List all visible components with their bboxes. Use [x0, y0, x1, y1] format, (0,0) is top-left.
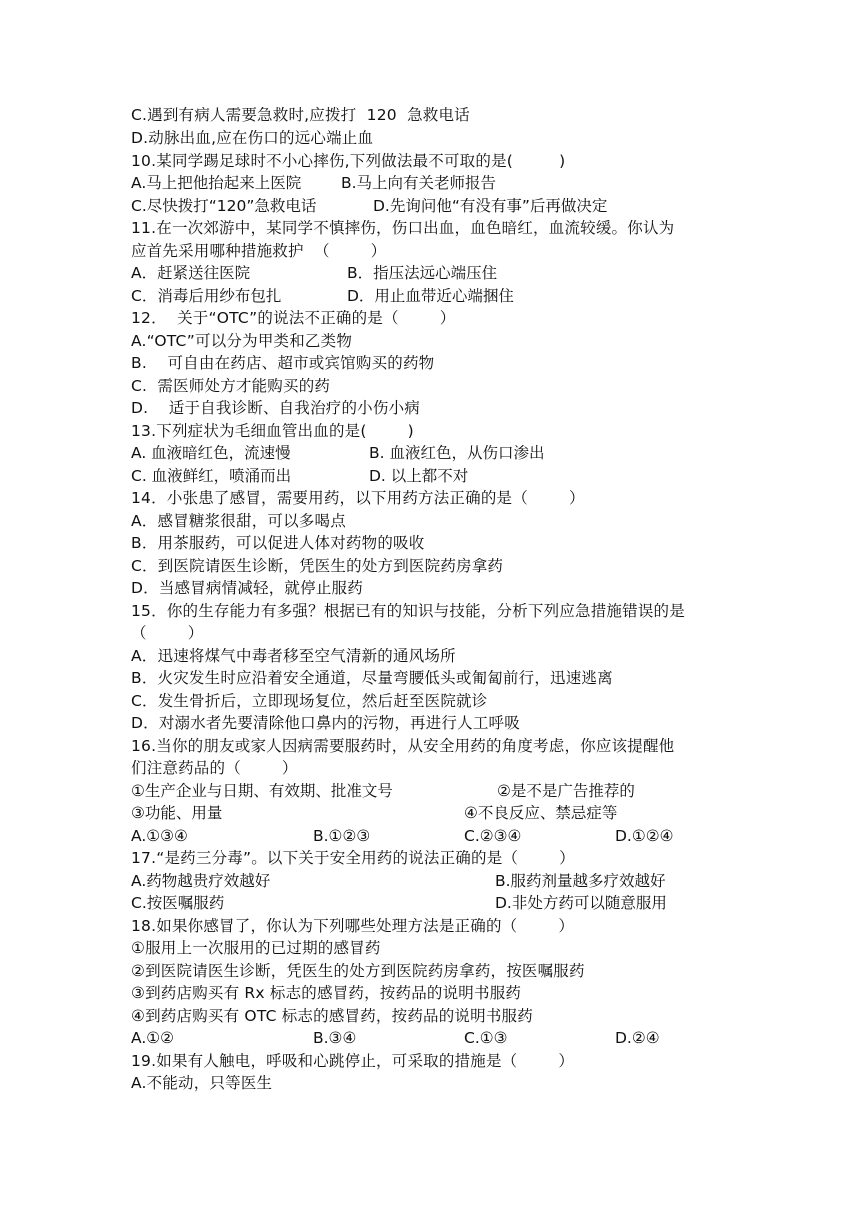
q12-option-b: B. 可自由在药店、超市或宾馆购买的药物 — [131, 354, 435, 372]
q16-option-d: D.①②④ — [615, 827, 674, 845]
q16-statement-3: ③功能、用量 — [131, 804, 223, 822]
q17-option-d: D.非处方药可以随意服用 — [495, 894, 667, 912]
q9-option-c: C.遇到有病人需要急救时,应拨打 120 急救电话 — [131, 106, 470, 124]
q16-option-b: B.①②③ — [313, 827, 371, 845]
q15-stem-line1: 15．你的生存能力有多强？根据已有的知识与技能，分析下列应急措施错误的是 — [131, 602, 685, 620]
q10-option-b: B.马上向有关老师报告 — [341, 174, 497, 192]
q14-stem: 14．小张患了感冒，需要用药，以下用药方法正确的是（ ） — [131, 489, 585, 507]
q19-stem: 19.如果有人触电，呼吸和心跳停止，可采取的措施是（ ） — [131, 1052, 575, 1070]
q18-option-b: B.③④ — [313, 1029, 357, 1047]
q18-statement-2: ②到医院请医生诊断，凭医生的处方到医院药房拿药，按医嘱服药 — [131, 962, 585, 980]
q12-option-d: D. 适于自我诊断、自我治疗的小伤小病 — [131, 399, 420, 417]
q14-option-a: A．感冒糖浆很甜，可以多喝点 — [131, 512, 346, 530]
q14-option-d: D．当感冒病情减轻，就停止服药 — [131, 579, 363, 597]
q15-option-b: B．火灾发生时应沿着安全通道，尽量弯腰低头或匍匐前行，迅速逃离 — [131, 669, 613, 687]
q12-stem: 12． 关于“OTC”的说法不正确的是（ ） — [131, 309, 456, 327]
q15-option-d: D．对溺水者先要清除他口鼻内的污物，再进行人工呼吸 — [131, 714, 520, 732]
q13-option-d: D. 以上都不对 — [369, 467, 469, 485]
q12-option-c: C. 需医师处方才能购买的药 — [131, 377, 331, 395]
q10-option-c: C.尽快拨打“120”急救电话 — [131, 197, 317, 215]
q18-statement-1: ①服用上一次服用的已过期的感冒药 — [131, 939, 381, 957]
q17-option-b: B.服药剂量越多疗效越好 — [495, 872, 666, 890]
q16-statement-1: ①生产企业与日期、有效期、批准文号 — [131, 782, 393, 800]
q11-option-b: B．指压法远心端压住 — [347, 264, 498, 282]
q18-option-a: A.①② — [131, 1029, 175, 1047]
q15-option-a: A．迅速将煤气中毒者移至空气清新的通风场所 — [131, 647, 456, 665]
q10-option-d: D.先询问他“有没有事”后再做决定 — [373, 197, 608, 215]
q12-option-a: A.“OTC”可以分为甲类和乙类物 — [131, 332, 353, 350]
q16-stem-line1: 16.当你的朋友或家人因病需要服药时，从安全用药的角度考虑，你应该提醒他 — [131, 737, 675, 755]
q17-option-c: C.按医嘱服药 — [131, 894, 225, 912]
q11-option-c: C．消毒后用纱布包扎 — [131, 287, 282, 305]
q18-option-c: C.①③ — [464, 1029, 508, 1047]
q19-option-a: A.不能动，只等医生 — [131, 1074, 273, 1092]
q13-stem: 13.下列症状为毛细血管出血的是( ) — [131, 422, 414, 440]
q16-statement-2: ②是不是广告推荐的 — [497, 782, 635, 800]
q18-statement-3: ③到药店购买有 Rx 标志的感冒药，按药品的说明书服药 — [131, 984, 522, 1002]
q16-option-c: C.②③④ — [464, 827, 522, 845]
q11-stem-line2: 应首先采用哪种措施救护 （ ） — [131, 242, 387, 260]
q11-option-a: A．赶紧送往医院 — [131, 264, 251, 282]
q18-stem: 18.如果你感冒了，你认为下列哪些处理方法是正确的（ ） — [131, 917, 575, 935]
q17-stem: 17.“是药三分毒”。以下关于安全用药的说法正确的是（ ） — [131, 849, 575, 867]
q15-stem-line2: （ ） — [131, 624, 204, 642]
q13-option-b: B. 血液红色，从伤口渗出 — [369, 444, 545, 462]
q16-stem-line2: 们注意药品的（ ） — [131, 759, 298, 777]
q13-option-c: C. 血液鲜红，喷涌而出 — [131, 467, 292, 485]
q18-statement-4: ④到药店购买有 OTC 标志的感冒药，按药品的说明书服药 — [131, 1007, 533, 1025]
q11-option-d: D．用止血带近心端捆住 — [347, 287, 514, 305]
q18-option-d: D.②④ — [615, 1029, 660, 1047]
q14-option-b: B．用茶服药，可以促进人体对药物的吸收 — [131, 534, 425, 552]
q10-stem: 10.某同学踢足球时不小心摔伤,下列做法最不可取的是( ) — [131, 152, 566, 170]
q16-option-a: A.①③④ — [131, 827, 188, 845]
q13-option-a: A. 血液暗红色，流速慢 — [131, 444, 291, 462]
q14-option-c: C．到医院请医生诊断，凭医生的处方到医院药房拿药 — [131, 557, 504, 575]
q11-stem-line1: 11.在一次郊游中，某同学不慎摔伤，伤口出血，血色暗红，血流较缓。你认为 — [131, 219, 675, 237]
q9-option-d: D.动脉出血,应在伤口的远心端止血 — [131, 129, 374, 147]
q15-option-c: C．发生骨折后，立即现场复位，然后赶至医院就诊 — [131, 692, 488, 710]
q10-option-a: A.马上把他抬起来上医院 — [131, 174, 302, 192]
q17-option-a: A.药物越贵疗效越好 — [131, 872, 271, 890]
q16-statement-4: ④不良反应、禁忌症等 — [464, 804, 618, 822]
